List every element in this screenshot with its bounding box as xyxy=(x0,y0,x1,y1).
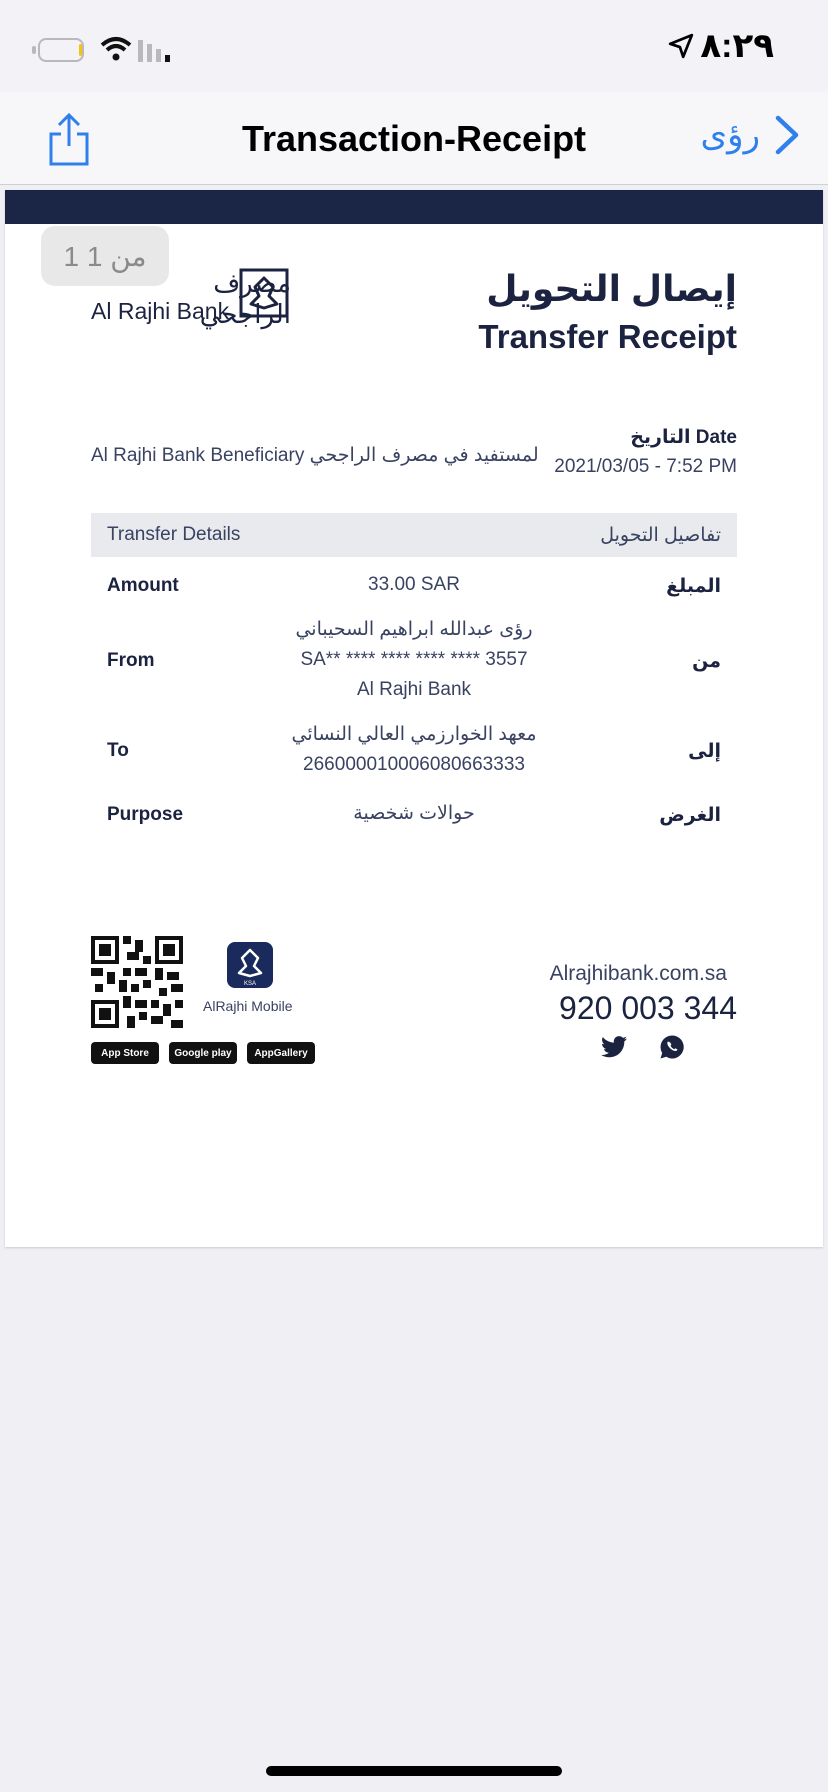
to-account: 266000010006080663333 xyxy=(303,754,525,775)
receipt-title-en: Transfer Receipt xyxy=(478,318,737,355)
page-indicator: 1 من 1 xyxy=(41,226,169,286)
from-bank: Al Rajhi Bank xyxy=(356,679,472,700)
cellular-signal-icon xyxy=(138,40,178,62)
wifi-icon xyxy=(100,36,132,62)
google-play-badge[interactable]: Google play xyxy=(169,1042,237,1064)
home-indicator[interactable] xyxy=(266,1766,562,1776)
status-time xyxy=(668,26,774,66)
date-label: التاريخ Date xyxy=(630,427,737,448)
amount-label: Amount xyxy=(107,575,179,596)
bank-website[interactable]: Alrajhibank.com.sa xyxy=(549,962,727,985)
amount-value xyxy=(205,570,623,600)
purpose-label-ar: الغرض xyxy=(659,805,721,826)
navigation-bar xyxy=(0,92,828,185)
twitter-icon[interactable] xyxy=(601,1036,627,1058)
details-header-en: Transfer Details xyxy=(107,524,241,545)
battery-icon xyxy=(38,38,84,62)
purpose-line: حوالات شخصية xyxy=(353,803,475,824)
alrajhi-app-icon xyxy=(227,942,273,988)
qr-code-icon xyxy=(91,936,183,1028)
amount-line: 33.00 SAR xyxy=(368,574,460,595)
app-logo-icon xyxy=(227,942,273,988)
from-account: SA** **** **** **** **** 3557 xyxy=(300,649,528,670)
bank-logo-icon xyxy=(239,268,289,318)
from-label: From xyxy=(107,650,155,671)
bank-name-en: Al Rajhi Bank xyxy=(91,298,230,324)
bank-phone[interactable]: 920 003 344 xyxy=(559,990,737,1026)
to-label-ar: إلى xyxy=(688,741,721,762)
to-label: To xyxy=(107,740,129,761)
app-name-label: AlRajhi Mobile xyxy=(203,998,293,1014)
location-arrow-icon xyxy=(668,33,694,59)
document-header-band xyxy=(5,190,823,224)
app-store-badge[interactable]: App Store xyxy=(91,1042,159,1064)
from-label-ar: من xyxy=(692,651,721,672)
time-text: ٨:٢٩ xyxy=(700,27,774,65)
app-icon-text: KSA xyxy=(243,981,257,987)
from-value xyxy=(205,615,623,705)
whatsapp-icon[interactable] xyxy=(659,1034,685,1060)
purpose-value xyxy=(205,799,623,829)
date-value: 2021/03/05 - 7:52 PM xyxy=(554,456,737,477)
details-header-ar: تفاصيل التحويل xyxy=(600,525,721,546)
from-name: رؤى عبدالله ابراهيم السحيباني xyxy=(295,619,533,640)
receipt-document[interactable] xyxy=(5,190,823,1247)
back-label: رؤى xyxy=(700,116,760,154)
to-value xyxy=(205,720,623,780)
nav-title: Transaction-Receipt xyxy=(241,118,587,159)
beneficiary-type: Al Rajhi Bank Beneficiary لمستفيد في مصرف الراجحي xyxy=(91,445,539,466)
app-gallery-badge[interactable]: AppGallery xyxy=(247,1042,315,1064)
back-button[interactable] xyxy=(701,114,800,156)
amount-label-ar: المبلغ xyxy=(666,576,721,597)
status-bar xyxy=(0,0,828,92)
purpose-label: Purpose xyxy=(107,804,184,825)
transfer-details-header xyxy=(91,513,737,557)
chevron-right-icon xyxy=(774,114,800,156)
receipt-title-ar: إيصال التحويل xyxy=(486,268,737,309)
to-name: معهد الخوارزمي العالي النسائي xyxy=(291,724,537,745)
bank-name-ar: مصرف الراجحي xyxy=(199,268,291,329)
